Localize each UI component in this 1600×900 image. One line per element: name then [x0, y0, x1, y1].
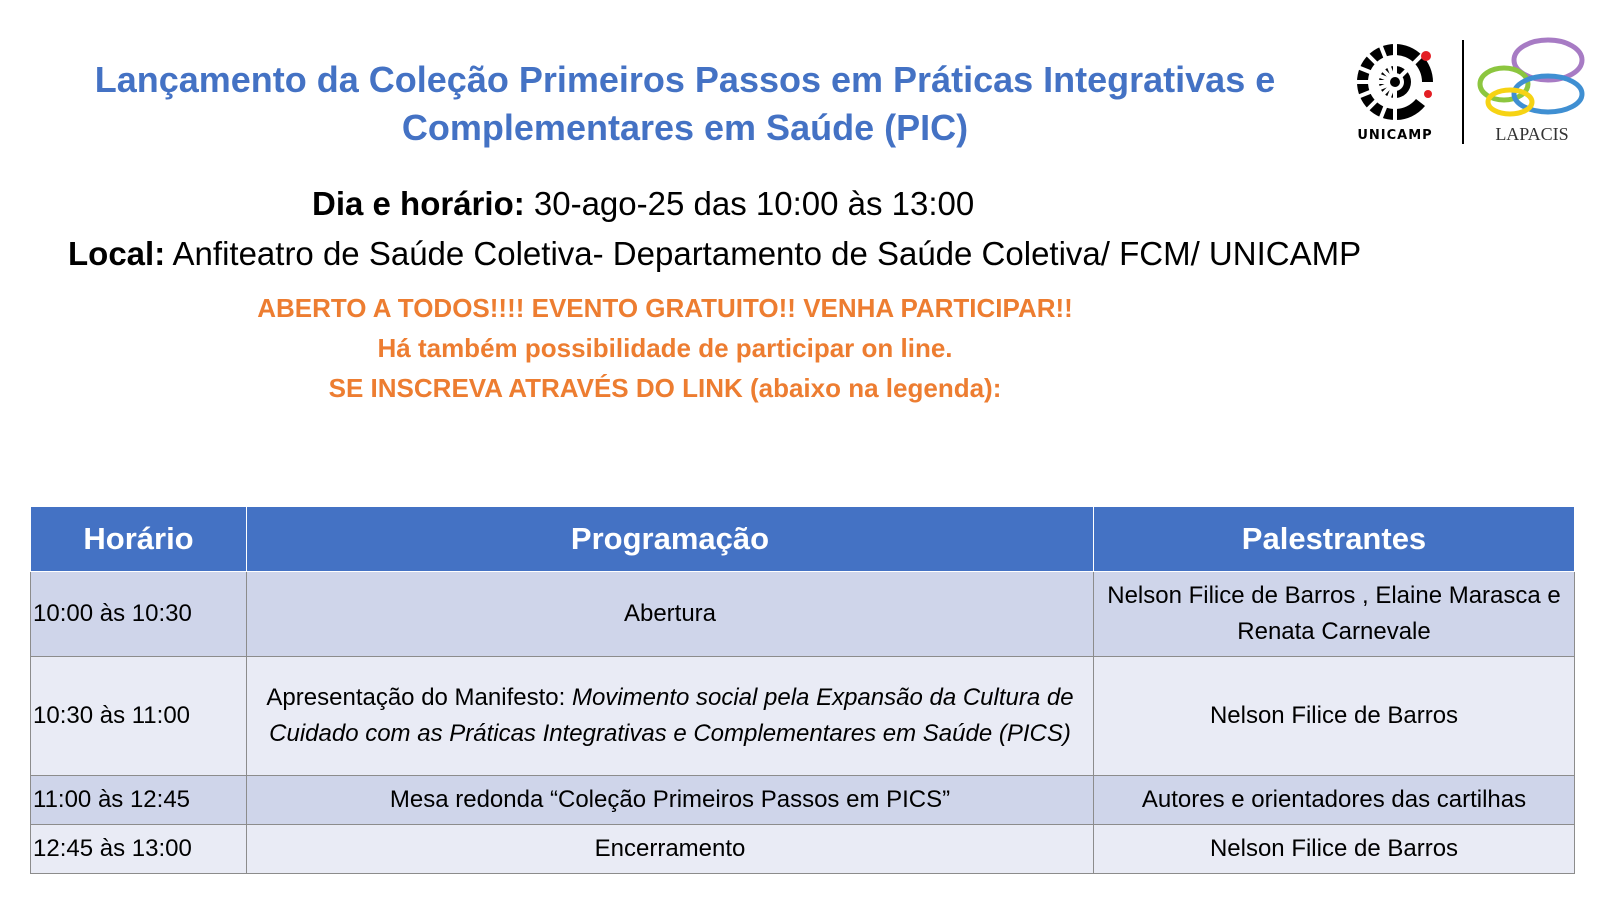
row-speakers: Nelson Filice de Barros , Elaine Marasca e Renata Carnevale	[1094, 572, 1575, 657]
row-speakers: Nelson Filice de Barros	[1094, 657, 1575, 776]
table-row	[31, 657, 1575, 776]
table-row	[31, 572, 1575, 657]
row-speakers: Autores e orientadores das cartilhas	[1094, 776, 1575, 825]
row-time: 10:30 às 11:00	[31, 657, 247, 776]
notice-open-to-all: ABERTO A TODOS!!!! EVENTO GRATUITO!! VENHA PARTICIPAR!!	[257, 293, 1073, 323]
notice-online: Há também possibilidade de participar on line.	[377, 333, 953, 363]
table-header-row	[31, 507, 1575, 572]
row-program: Mesa redonda “Coleção Primeiros Passos em PICS”	[247, 776, 1094, 825]
row-program	[247, 657, 1094, 776]
row-program: Encerramento	[247, 825, 1094, 874]
schedule-table	[30, 506, 1575, 874]
unicamp-logo-text: UNICAMP	[1357, 128, 1433, 143]
event-location-value: Anfiteatro de Saúde Coletiva- Departamento de Saúde Coletiva/ FCM/ UNICAMP	[165, 235, 1362, 272]
event-date-value: 30-ago-25 das 10:00 às 13:00	[524, 185, 975, 222]
event-date-label: Dia e horário:	[312, 185, 525, 222]
lapacis-logo-text: LAPACIS	[1495, 124, 1569, 144]
header-programacao: Programação	[247, 507, 1094, 572]
row-time: 10:00 às 10:30	[31, 572, 247, 657]
row-time: 11:00 às 12:45	[31, 776, 247, 825]
logos	[1340, 36, 1590, 148]
row-program: Abertura	[247, 572, 1094, 657]
event-location	[68, 234, 1361, 274]
row-program-italic: Movimento social pela Expansão da Cultura de Cuidado com as Práticas Integrativas e Complementares em Saúde (PICS)	[269, 684, 1074, 747]
event-date	[312, 184, 974, 224]
header-horario: Horário	[31, 507, 247, 572]
row-time: 12:45 às 13:00	[31, 825, 247, 874]
unicamp-emblem-icon	[1340, 36, 1450, 128]
event-location-label: Local:	[68, 235, 166, 272]
row-program-plain: Apresentação do Manifesto:	[266, 684, 572, 711]
row-speakers: Nelson Filice de Barros	[1094, 825, 1575, 874]
logo-divider	[1462, 40, 1464, 144]
header-palestrantes: Palestrantes	[1094, 507, 1575, 572]
title-line-1: Lançamento da Coleção Primeiros Passos em Práticas Integrativas e	[94, 59, 1276, 100]
lapacis-logo	[1474, 36, 1590, 148]
table-row	[31, 825, 1575, 874]
page-title	[0, 56, 1370, 152]
table-row	[31, 776, 1575, 825]
title-line-2: Complementares em Saúde (PIC)	[401, 107, 969, 148]
lapacis-rings-icon	[1474, 36, 1590, 122]
notice-registration: SE INSCREVA ATRAVÉS DO LINK (abaixo na legenda):	[328, 373, 1002, 403]
unicamp-logo	[1340, 36, 1450, 148]
